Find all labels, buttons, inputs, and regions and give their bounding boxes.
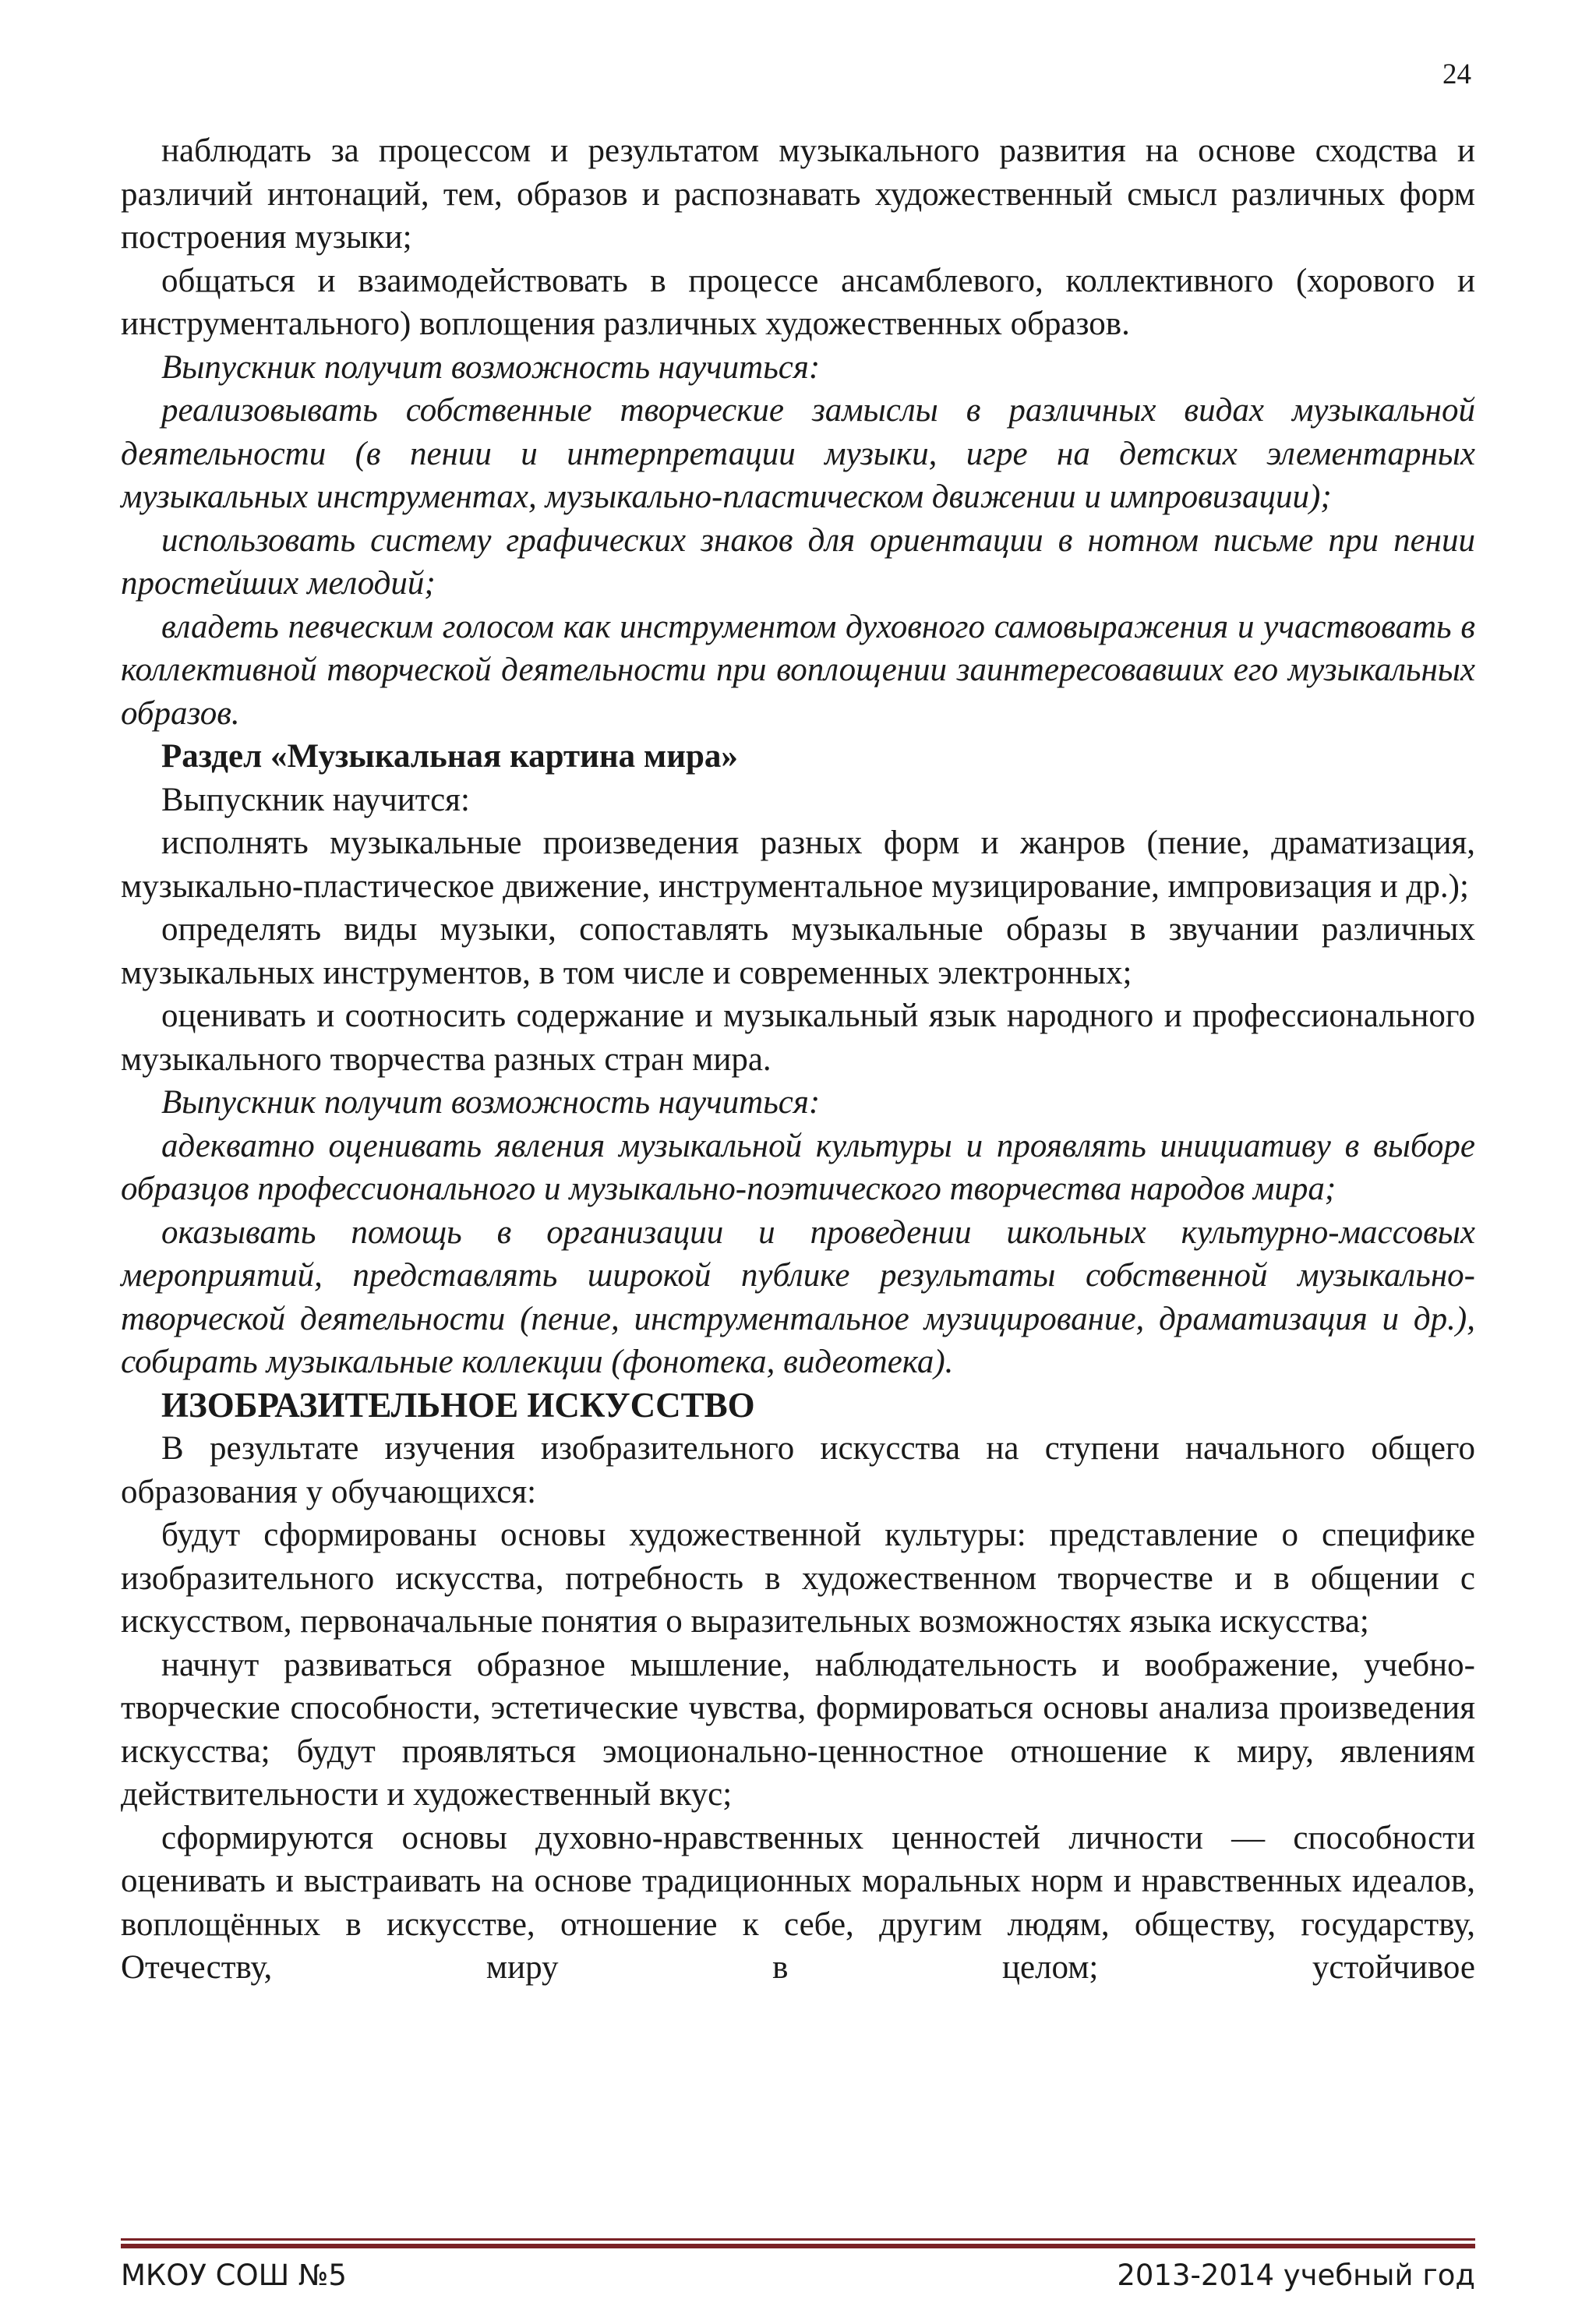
paragraph-italic: реализовывать собственные творческие замыслы в различных видах музыкальной деятельности (в пении и интерпретации музыки, игре на детских элементарных музыкальных инструментах, музыкально-пластическом движении и импровизации); — [121, 392, 1475, 515]
chapter-heading: ИЗОБРАЗИТЕЛЬНОЕ ИСКУССТВО — [161, 1385, 755, 1425]
paragraph: наблюдать за процессом и результатом музыкального развития на основе сходства и различий интонаций, тем, образов и распознавать художественный смысл различных форм построения музыки; — [121, 132, 1475, 256]
paragraph: Выпускник научится: — [161, 781, 470, 818]
paragraph-italic: владеть певческим голосом как инструментом духовного самовыражения и участвовать в коллективной творческой деятельности при воплощении заинтересовавших его музыкальных образов. — [121, 608, 1475, 732]
footer-school-year: 2013-2014 учебный год — [1117, 2259, 1475, 2292]
footer-rule — [121, 2238, 1475, 2248]
footer-rule-thin — [121, 2238, 1475, 2241]
paragraph: исполнять музыкальные произведения разных форм и жанров (пение, драматизация, музыкально-пластическое движение, инструментальное музицирование, импровизация и др.); — [121, 825, 1475, 905]
paragraph-italic: Выпускник получит возможность научиться: — [161, 348, 821, 386]
paragraph-italic: Выпускник получит возможность научиться: — [161, 1084, 821, 1121]
paragraph: оценивать и соотносить содержание и музыкальный язык народного и профессионального музыкального творчества разных стран мира. — [121, 998, 1475, 1078]
paragraph: определять виды музыки, сопоставлять музыкальные образы в звучании различных музыкальных инструментов, в том числе и современных электронных; — [121, 911, 1475, 991]
paragraph: начнут развиваться образное мышление, наблюдательность и воображение, учебно-творческие способности, эстетические чувства, формироваться основы анализа произведения искусства; будут проявляться эмоционально-ценностное отношение к миру, явлениям действительности и художественный вкус; — [121, 1646, 1475, 1813]
paragraph: В результате изучения изобразительного искусства на ступени начального общего образования у обучающихся: — [121, 1430, 1475, 1510]
paragraph: общаться и взаимодействовать в процессе ансамблевого, коллективного (хорового и инструментального) воплощения различных художественных образов. — [121, 262, 1475, 342]
footer-rule-thick — [121, 2244, 1475, 2248]
footer-school-name: МКОУ СОШ №5 — [121, 2259, 347, 2292]
paragraph-italic: использовать систему графических знаков для ориентации в нотном письме при пении простейших мелодий; — [121, 521, 1475, 602]
paragraph-italic: адекватно оценивать явления музыкальной культуры и проявлять инициативу в выборе образцов профессионального и музыкально-поэтического творчества народов мира; — [121, 1127, 1475, 1207]
page-number: 24 — [1442, 58, 1471, 90]
section-heading: Раздел «Музыкальная картина мира» — [161, 738, 738, 775]
page-content — [121, 129, 1475, 1990]
paragraph: сформируются основы духовно-нравственных ценностей личности — способности оценивать и выстраивать на основе традиционных моральных норм и нравственных идеалов, воплощённых в искусстве, отношение к себе, другим людям, обществу, государству, Отечеству, миру в целом; устойчивое — [121, 1819, 1475, 1986]
paragraph: будут сформированы основы художественной культуры: представление о специфике изобразительного искусства, потребность в художественном творчестве и в общении с искусством, первоначальные понятия о выразительных возможностях языка искусства; — [121, 1517, 1475, 1640]
paragraph-italic: оказывать помощь в организации и проведении школьных культурно-массовых мероприятий, представлять широкой публике результаты собственной музыкально-творческой деятельности (пение, инструментальное музицирование, драматизация и др.), собирать музыкальные коллекции (фонотека, видеотека). — [121, 1213, 1475, 1380]
